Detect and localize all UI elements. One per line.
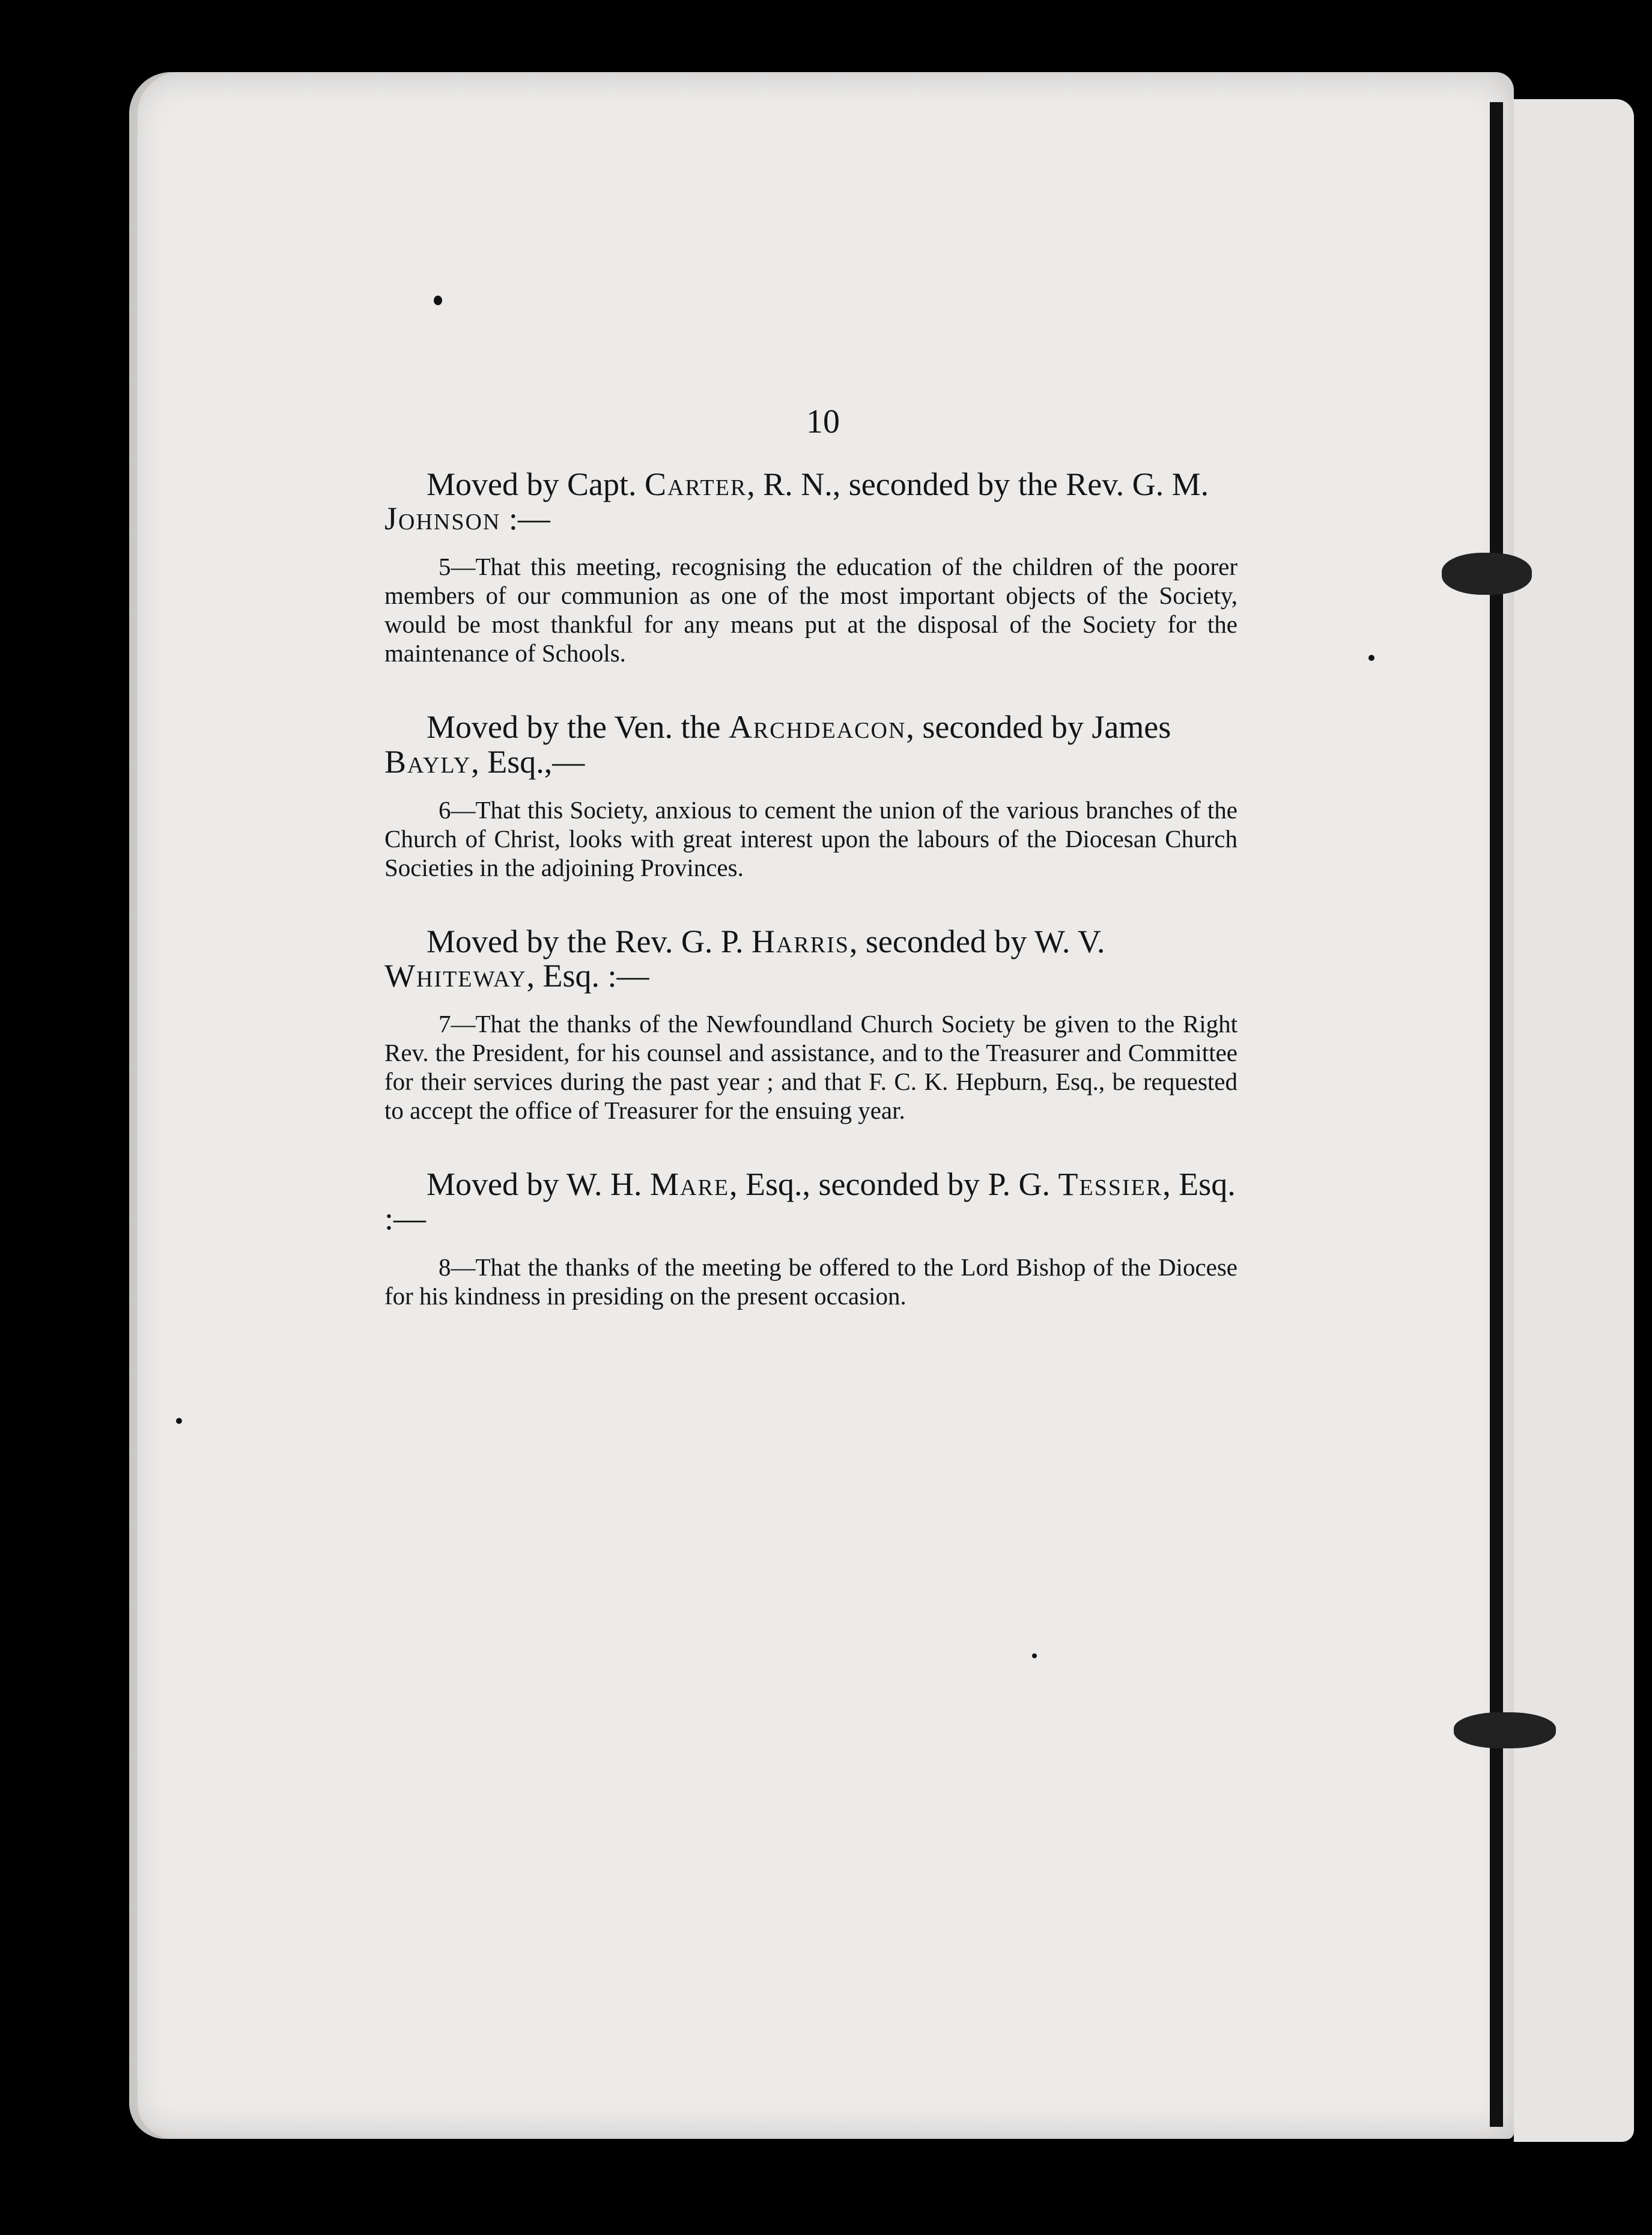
gutter-damage-mark [1442,553,1532,595]
motion-text: Moved by the Ven. the [427,709,729,746]
mover-name: Mare [650,1166,730,1203]
motion-text: , seconded by W. V. [849,923,1105,959]
seconder-name: Whiteway [384,957,527,994]
binding-gutter [1490,102,1503,2127]
document-body [384,403,1237,1310]
resolution-5: 5—That this meeting, recognising the education of the children of the poorer members of our communion as one of the most important objects of the Society, would be most thankful for any means put at the disposal of the Society for the maintenance of Schools. [384,553,1237,667]
motion-text: , Esq. :— [384,1166,1236,1237]
gutter-damage-mark [1454,1712,1556,1748]
seconder-name: Bayly [384,743,472,780]
page-number: 10 [806,403,840,440]
ink-speck [434,296,442,305]
motion-text: Moved by Capt. [427,466,645,502]
motion-text: , R. N., seconded by the Rev. G. M. [747,466,1209,502]
motion-heading-6 [384,710,1237,779]
ink-speck [176,1418,182,1424]
motion-text: , Esq. :— [526,957,649,994]
motion-heading-8 [384,1167,1237,1236]
facing-page-edge [1514,99,1634,2142]
motion-text: , Esq.,— [471,743,585,780]
motion-text: Moved by the Rev. G. P. [427,923,752,959]
resolution-7: 7—That the thanks of the Newfoundland Church Society be given to the Right Rev. the President, for his counsel and assistance, and to the Treasurer and Committee for their services during the past year ; and that F. C. K. Hepburn, Esq., be requested to accept the office of Treasurer for the ensuing year. [384,1010,1237,1125]
seconder-name: Johnson [384,500,501,537]
seconder-name: Tessier [1058,1166,1163,1203]
ink-speck [1032,1653,1037,1658]
mover-name: Harris [751,923,849,959]
resolution-8: 8—That the thanks of the meeting be offered to the Lord Bishop of the Diocese for his kindness in presiding on the present occasion. [384,1253,1237,1310]
ink-speck [1368,655,1374,661]
motion-heading-5 [384,467,1237,536]
motion-text: , seconded by James [906,709,1171,746]
motion-text: Moved by W. H. [427,1166,651,1203]
motion-text: :— [500,500,550,537]
resolution-6: 6—That this Society, anxious to cement the union of the various branches of the Church of Christ, looks with great interest upon the labours of the Diocesan Church Societies in the adjoining Provinces. [384,795,1237,881]
mover-name: Carter [644,466,747,502]
mover-name: Archdeacon [728,709,906,746]
motion-text: , Esq., seconded by P. G. [729,1166,1058,1203]
motion-heading-7 [384,925,1237,993]
